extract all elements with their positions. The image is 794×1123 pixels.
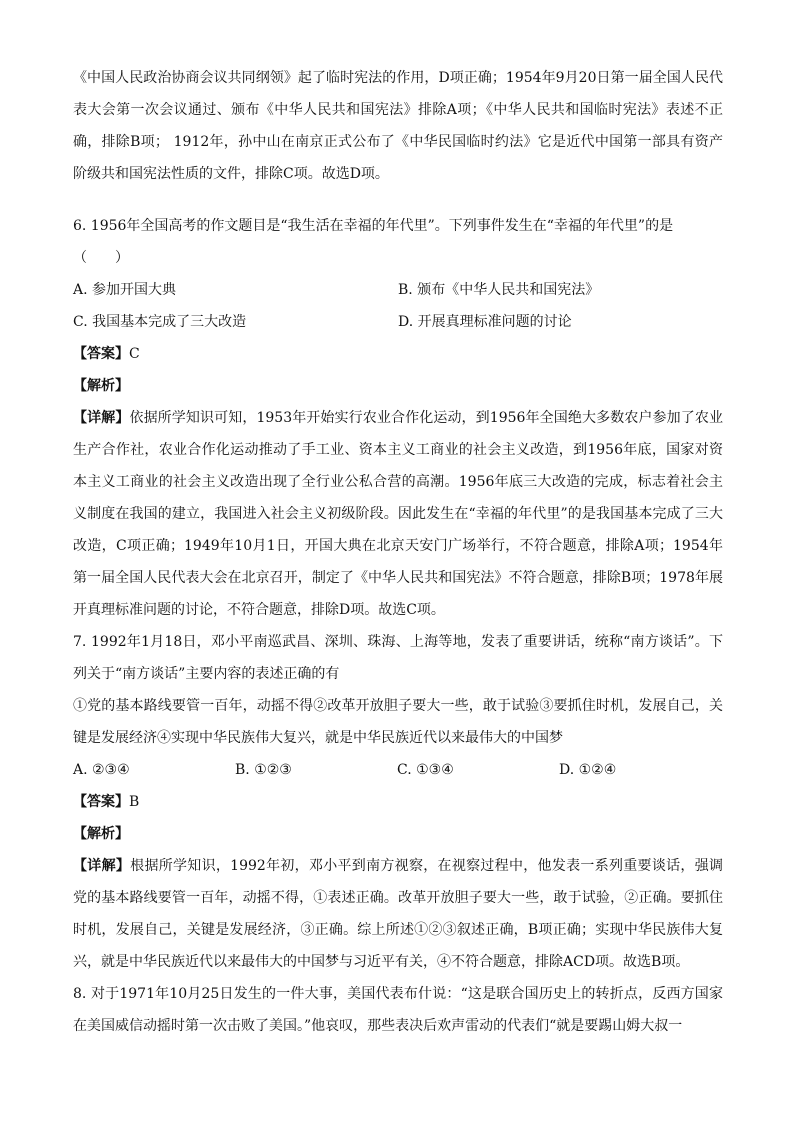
q7-detail: [73, 850, 723, 978]
q6-detail-text: 依据所学知识可知，1953年开始实行农业合作化运动，到1956年全国绝大多数农户参加了农业生产合作社，农业合作化运动推动了手工业、资本主义工商业的社会主义改造，到1956年底，国家对资本主义工商业的社会主义改造出现了全行业公私合营的高潮。1956年底三大改造的完成，标志着社会主义制度在我国的建立，我国进入社会主义初级阶段。因此发生在“幸福的年代里”的是我国基本完成了三大改造，C项正确；1949年10月1日，开国大典在北京天安门广场举行，不符合题意，排除A项；1954年第一届全国人民代表大会在北京召开，制定了《中华人民共和国宪法》不符合题意，排除B项；1978年展开真理标准问题的讨论，不符合题意，排除D项。故选C项。: [73, 410, 723, 618]
q7-detail-tag: 【详解】: [73, 858, 131, 874]
q6-answer: [73, 338, 723, 370]
q7-analysis-heading: [73, 818, 723, 850]
q6-stem: 6. 1956年全国高考的作文题目是“我生活在幸福的年代里”。下列事件发生在“幸福的年代里”的是: [73, 218, 674, 234]
intro-paragraph: 《中国人民政治协商会议共同纲领》起了临时宪法的作用，D项正确；1954年9月20日第一届全国人民代表大会第一次会议通过、颁布《中华人民共和国宪法》排除A项；《中华人民共和国临时宪法》表述不正确，排除B项； 1912年，孙中山在南京正式公布了《中华民国临时约法》它是近代中国第一部具有资产阶级共和国宪法性质的文件，排除C项。故选D项。: [73, 70, 723, 182]
q6-analysis-heading: [73, 370, 723, 402]
q6-analysis-tag: 【解析】: [73, 378, 129, 394]
q7-answer-tag: 【答案】: [73, 794, 129, 810]
q6-blank: （ ）: [73, 250, 129, 266]
q7-analysis-tag: 【解析】: [73, 826, 129, 842]
q8-stem: 8. 对于1971年10月25日发生的一件大事，美国代表布什说：“这是联合国历史上的转折点，反西方国家在美国威信动摇时第一次击败了美国。”他哀叹，那些表决后欢声雷动的代表们“就是要踢山姆大叔一: [73, 986, 723, 1034]
q7-options: [73, 754, 723, 786]
q7-option-d: D. ①②④: [559, 762, 617, 778]
q7-option-b: B. ①②③: [235, 762, 292, 778]
document-content: [73, 62, 723, 1042]
question-8: [73, 978, 723, 1042]
q6-detail-tag: 【详解】: [73, 410, 130, 426]
q6-option-a: A. 参加开国大典: [73, 282, 177, 298]
q7-statements: ①党的基本路线要管一百年，动摇不得②改革开放胆子要大一些，敢于试验③要抓住时机，发展自己，关键是发展经济④实现中华民族伟大复兴，就是中华民族近代以来最伟大的中国梦: [73, 698, 723, 746]
q7-answer: [73, 786, 723, 818]
spacer: [73, 190, 723, 210]
q7-stem: 7. 1992年1月18日，邓小平南巡武昌、深圳、珠海、上海等地，发表了重要讲话，统称“南方谈话”。下列关于“南方谈话”主要内容的表述正确的有: [73, 634, 723, 682]
q7-detail-text: 根据所学知识，1992年初，邓小平到南方视察，在视察过程中，他发表一系列重要谈话，强调党的基本路线要管一百年，动摇不得，①表述正确。改革开放胆子要大一些，敢于试验，②正确。要抓住时机，发展自己，关键是发展经济，③正确。综上所述①②③叙述正确，B项正确；实现中华民族伟大复兴，就是中华民族近代以来最伟大的中国梦与习近平有关，④不符合题意，排除ACD项。故选B项。: [73, 858, 723, 970]
q6-options: [73, 274, 723, 338]
q7-answer-value: B: [129, 794, 140, 810]
q7-option-c: C. ①③④: [397, 762, 454, 778]
q6-detail: [73, 402, 723, 626]
q7-option-a: A. ②③④: [73, 762, 130, 778]
q6-answer-value: C: [129, 346, 140, 362]
question-7: [73, 626, 723, 978]
q6-option-d: D. 开展真理标准问题的讨论: [398, 314, 572, 330]
question-6: [73, 210, 723, 626]
q6-answer-tag: 【答案】: [73, 346, 129, 362]
q6-option-b: B. 颁布《中华人民共和国宪法》: [398, 282, 600, 298]
q6-option-c: C. 我国基本完成了三大改造: [73, 314, 247, 330]
